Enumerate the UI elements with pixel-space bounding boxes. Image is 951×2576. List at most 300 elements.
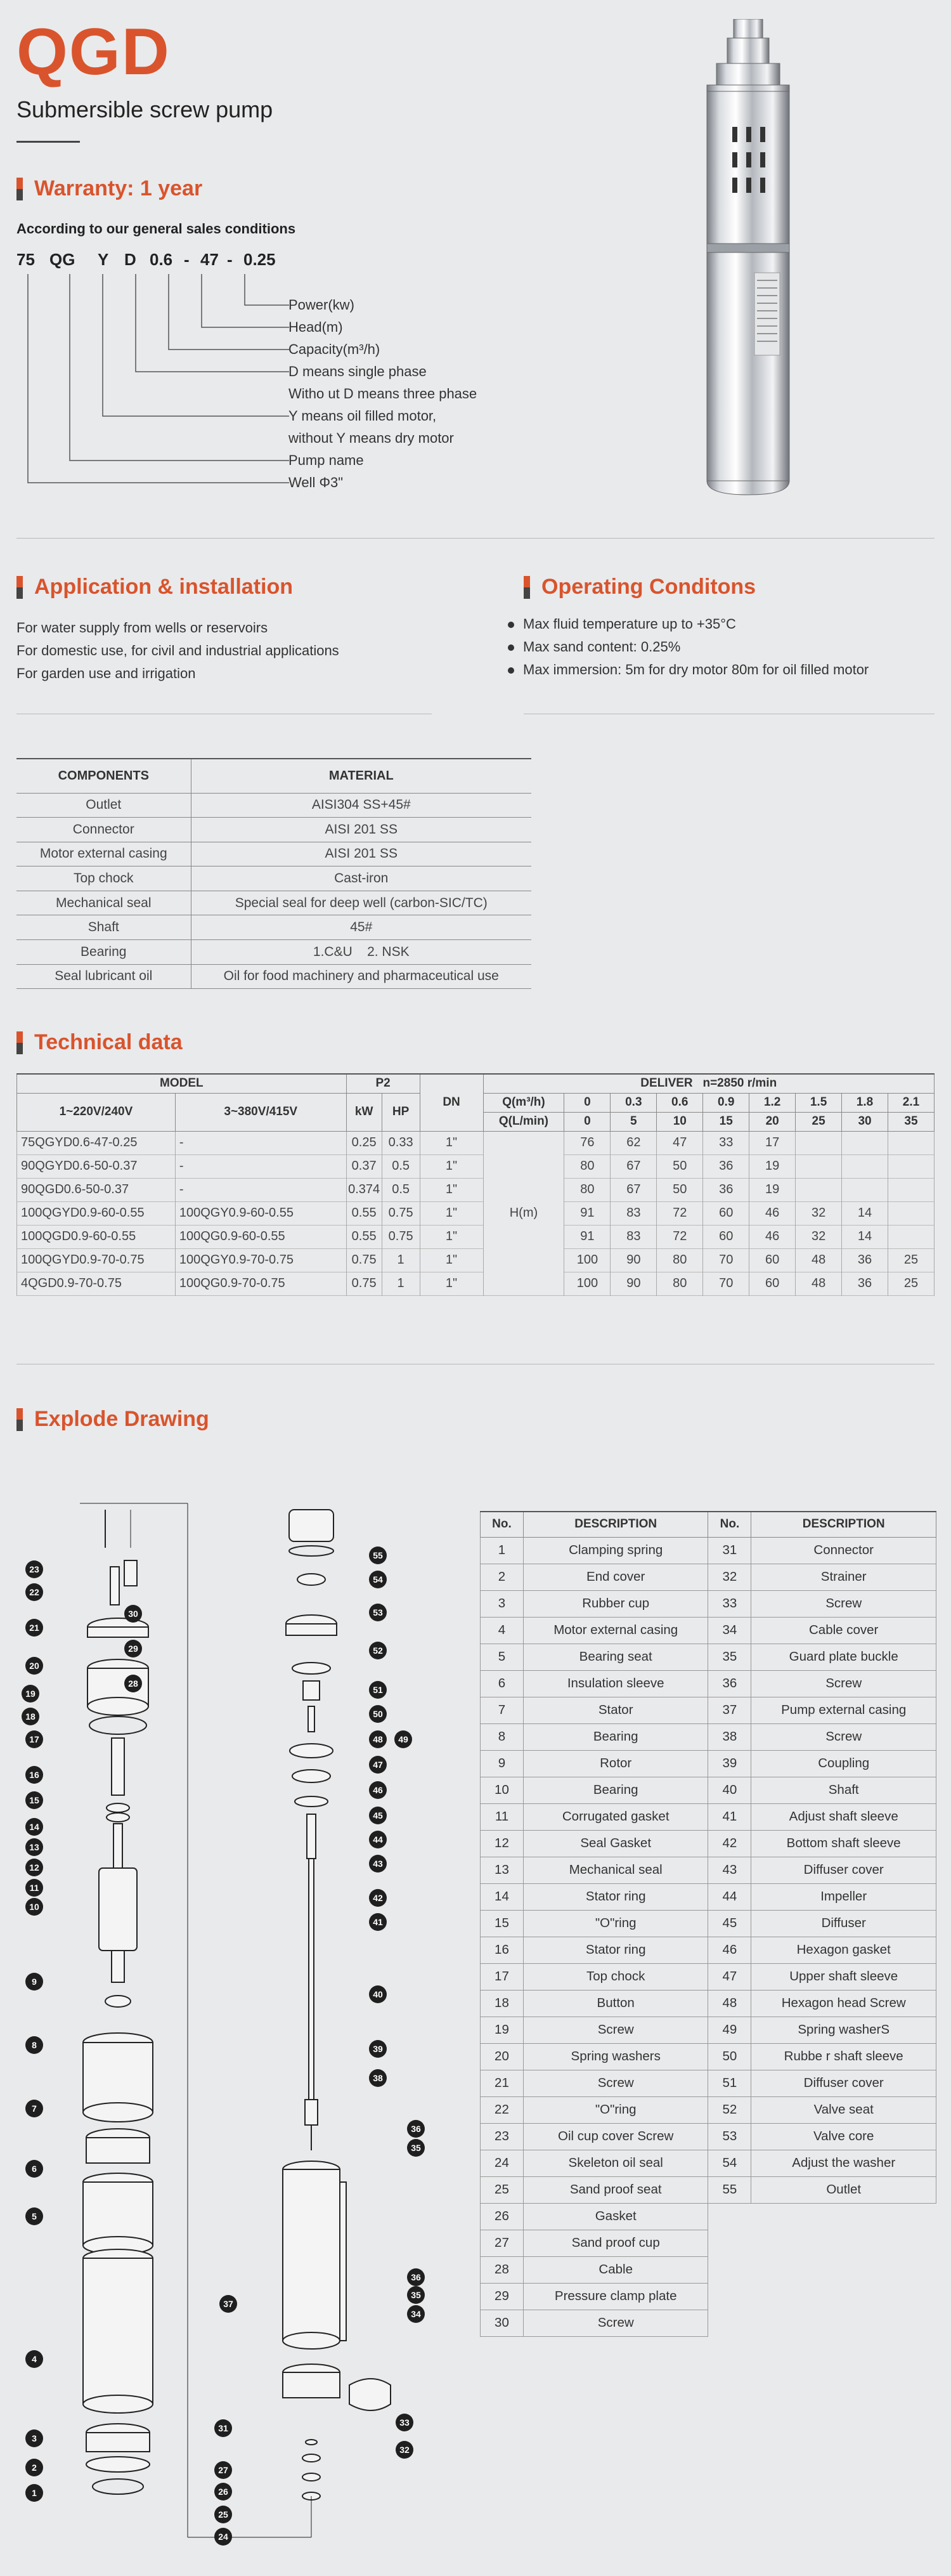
part-no-cell: [708, 2283, 751, 2310]
kw-cell: 0.374: [346, 1178, 382, 1201]
part-description-cell: Cable: [523, 2256, 708, 2283]
part-description-cell: Screw: [751, 1670, 936, 1697]
part-description-cell: Bottom shaft sleeve: [751, 1830, 936, 1857]
head-value-cell: 17: [749, 1131, 796, 1154]
component-cell: Bearing: [16, 940, 191, 965]
part-description-cell: Mechanical seal: [523, 1857, 708, 1883]
single-phase-header: 1~220V/240V: [17, 1093, 176, 1131]
components-header: COMPONENTS: [16, 759, 191, 793]
head-value-cell: 19: [749, 1178, 796, 1201]
part-no-cell: 50: [708, 2043, 751, 2070]
part-description-cell: [751, 2283, 936, 2310]
part-description-cell: Connector: [751, 1537, 936, 1564]
application-heading: [16, 575, 293, 599]
table-row: [481, 1910, 936, 1937]
table-row: [481, 2256, 936, 2283]
part-description-header: DESCRIPTION: [523, 1512, 708, 1537]
part-no-cell: 39: [708, 1750, 751, 1777]
part-no-cell: [708, 2310, 751, 2336]
flow-lmin-value: 0: [564, 1112, 611, 1131]
head-value-cell: 67: [611, 1178, 657, 1201]
part-no-cell: 16: [481, 1937, 524, 1963]
model-single-cell: 100QGYD0.9-70-0.75: [17, 1248, 176, 1272]
model-code-part: 0.6: [150, 250, 173, 269]
head-value-cell: [842, 1131, 888, 1154]
pump-product-image: [694, 19, 802, 501]
model-code-part: 75: [16, 250, 35, 269]
table-row: [481, 1990, 936, 2017]
head-label-cell: H(m): [483, 1131, 564, 1295]
head-value-cell: 60: [703, 1201, 749, 1225]
model-code-part: 47: [200, 250, 219, 269]
material-cell: 1.C&U 2. NSK: [191, 940, 531, 965]
dn-cell: 1": [420, 1178, 483, 1201]
part-no-cell: 34: [708, 1617, 751, 1644]
component-cell: Shaft: [16, 915, 191, 940]
legend-oil-filled: Y means oil filled motor,: [288, 408, 437, 424]
part-no-cell: 37: [708, 1697, 751, 1723]
table-row: [17, 1178, 935, 1201]
part-description-cell: [751, 2230, 936, 2256]
operating-condition-item: Max immersion: 5m for dry motor 80m for oil filled motor: [504, 658, 869, 681]
part-callout: 27: [214, 2461, 232, 2479]
head-value-cell: 46: [749, 1201, 796, 1225]
part-description-cell: Stator ring: [523, 1883, 708, 1910]
part-no-cell: 27: [481, 2230, 524, 2256]
table-row: [481, 2123, 936, 2150]
part-description-cell: Diffuser cover: [751, 2070, 936, 2096]
head-value-cell: [888, 1225, 934, 1248]
technical-heading-text: Technical data: [34, 1030, 183, 1054]
head-value-cell: 76: [564, 1131, 611, 1154]
model-code-part: -: [184, 250, 190, 269]
part-callout: 32: [396, 2441, 413, 2459]
part-no-cell: 24: [481, 2150, 524, 2176]
dn-cell: 1": [420, 1272, 483, 1295]
part-callout: 48: [369, 1730, 387, 1748]
part-description-cell: Bearing: [523, 1777, 708, 1803]
part-description-cell: Diffuser: [751, 1910, 936, 1937]
head-value-cell: 25: [888, 1272, 934, 1295]
head-value-cell: [888, 1154, 934, 1178]
material-cell: AISI304 SS+45#: [191, 793, 531, 818]
part-no-cell: 30: [481, 2310, 524, 2336]
model-three-cell: -: [175, 1178, 346, 1201]
part-description-cell: Pump external casing: [751, 1697, 936, 1723]
application-line: For garden use and irrigation: [16, 665, 196, 681]
hp-cell: 0.75: [382, 1225, 420, 1248]
part-description-cell: Screw: [751, 1723, 936, 1750]
material-cell: Special seal for deep well (carbon-SIC/TC): [191, 891, 531, 915]
part-callout: 37: [219, 2295, 237, 2313]
section-marker-icon: [16, 576, 23, 599]
head-value-cell: 80: [564, 1178, 611, 1201]
part-description-cell: Screw: [751, 1590, 936, 1617]
sales-conditions-note: According to our general sales conditions: [16, 221, 296, 237]
part-callout: 2: [25, 2459, 43, 2476]
component-cell: Outlet: [16, 793, 191, 818]
model-single-cell: 90QGYD0.6-50-0.37: [17, 1154, 176, 1178]
part-no-cell: 25: [481, 2176, 524, 2203]
part-description-cell: Shaft: [751, 1777, 936, 1803]
part-callout: 9: [25, 1973, 43, 1991]
part-no-cell: 51: [708, 2070, 751, 2096]
part-callout: 41: [369, 1913, 387, 1931]
part-no-cell: 4: [481, 1617, 524, 1644]
part-callout: 42: [369, 1889, 387, 1907]
flow-m3h-value: 0: [564, 1093, 611, 1112]
legend-well: Well Φ3": [288, 474, 344, 490]
technical-data-table: [16, 1073, 935, 1296]
part-callout: 36: [407, 2120, 425, 2138]
part-callout: 14: [25, 1818, 43, 1836]
warranty-heading: [16, 176, 202, 201]
part-no-cell: 8: [481, 1723, 524, 1750]
flow-lmin-value: 35: [888, 1112, 934, 1131]
head-value-cell: 91: [564, 1201, 611, 1225]
legend-pump-name: Pump name: [288, 452, 364, 468]
head-value-cell: 36: [842, 1272, 888, 1295]
head-value-cell: 32: [796, 1225, 842, 1248]
table-row: [481, 1750, 936, 1777]
part-callout: 52: [369, 1642, 387, 1659]
model-header: MODEL: [17, 1074, 347, 1093]
operating-heading: [524, 575, 756, 599]
head-value-cell: 36: [703, 1178, 749, 1201]
part-callout: 38: [369, 2069, 387, 2087]
part-callout: 54: [369, 1571, 387, 1588]
head-value-cell: 83: [611, 1225, 657, 1248]
part-no-cell: 11: [481, 1803, 524, 1830]
head-value-cell: 50: [657, 1178, 703, 1201]
part-no-cell: 14: [481, 1883, 524, 1910]
head-value-cell: [796, 1154, 842, 1178]
table-row: [481, 1963, 936, 1990]
head-value-cell: 90: [611, 1248, 657, 1272]
hp-cell: 0.5: [382, 1154, 420, 1178]
part-no-cell: 3: [481, 1590, 524, 1617]
legend-three-phase: Witho ut D means three phase: [288, 386, 477, 402]
part-description-cell: Spring washers: [523, 2043, 708, 2070]
head-value-cell: 46: [749, 1225, 796, 1248]
part-description-cell: Sand proof cup: [523, 2230, 708, 2256]
legend-dry-motor: without Y means dry motor: [288, 430, 454, 446]
table-row: [481, 1803, 936, 1830]
part-description-cell: Cable cover: [751, 1617, 936, 1644]
table-row: [16, 891, 531, 915]
table-row: [481, 2070, 936, 2096]
part-description-cell: Screw: [523, 2017, 708, 2043]
head-value-cell: 60: [749, 1248, 796, 1272]
head-value-cell: [888, 1201, 934, 1225]
part-description-cell: Seal Gasket: [523, 1830, 708, 1857]
part-callout: 47: [369, 1756, 387, 1774]
part-callout: 6: [25, 2160, 43, 2178]
part-no-cell: 52: [708, 2096, 751, 2123]
flow-m3h-value: 0.3: [611, 1093, 657, 1112]
model-three-cell: 100QGY0.9-70-0.75: [175, 1248, 346, 1272]
head-value-cell: 32: [796, 1201, 842, 1225]
operating-condition-item: Max sand content: 0.25%: [504, 636, 869, 658]
table-row: [481, 1644, 936, 1670]
part-no-cell: [708, 2256, 751, 2283]
part-no-cell: 43: [708, 1857, 751, 1883]
section-marker-icon: [16, 178, 23, 200]
part-no-cell: 32: [708, 1564, 751, 1590]
section-marker-icon: [16, 1408, 23, 1431]
material-header: MATERIAL: [191, 759, 531, 793]
part-description-cell: [751, 2256, 936, 2283]
section-marker-icon: [524, 576, 530, 599]
part-callout: 45: [369, 1807, 387, 1824]
part-callout: 23: [25, 1560, 43, 1578]
dn-cell: 1": [420, 1201, 483, 1225]
table-row: [481, 1670, 936, 1697]
model-single-cell: 100QGD0.9-60-0.55: [17, 1225, 176, 1248]
part-description-cell: Gasket: [523, 2203, 708, 2230]
head-value-cell: 60: [703, 1225, 749, 1248]
flow-lmin-value: 25: [796, 1112, 842, 1131]
part-no-cell: 38: [708, 1723, 751, 1750]
part-description-cell: Bearing seat: [523, 1644, 708, 1670]
part-no-cell: 31: [708, 1537, 751, 1564]
part-no-cell: 10: [481, 1777, 524, 1803]
part-description-cell: Screw: [523, 2070, 708, 2096]
model-single-cell: 75QGYD0.6-47-0.25: [17, 1131, 176, 1154]
hp-cell: 1: [382, 1272, 420, 1295]
components-material-table: [16, 758, 531, 989]
head-value-cell: [796, 1178, 842, 1201]
part-callout: 35: [407, 2286, 425, 2304]
table-row: [481, 1617, 936, 1644]
legend-head: Head(m): [288, 319, 343, 335]
part-no-cell: 17: [481, 1963, 524, 1990]
table-row: [481, 1590, 936, 1617]
table-row: [17, 1225, 935, 1248]
component-cell: Seal lubricant oil: [16, 964, 191, 989]
part-no-cell: [708, 2203, 751, 2230]
part-callout: 50: [369, 1705, 387, 1723]
part-no-cell: 5: [481, 1644, 524, 1670]
part-callout: 19: [22, 1685, 39, 1703]
table-row: [481, 2017, 936, 2043]
three-phase-header: 3~380V/415V: [175, 1093, 346, 1131]
table-row: [481, 1937, 936, 1963]
head-value-cell: 48: [796, 1248, 842, 1272]
operating-heading-text: Operating Conditons: [541, 575, 756, 599]
part-callout: 12: [25, 1859, 43, 1876]
head-value-cell: 60: [749, 1272, 796, 1295]
table-row: [17, 1201, 935, 1225]
table-row: [16, 842, 531, 866]
table-row: [481, 1564, 936, 1590]
part-description-cell: Guard plate buckle: [751, 1644, 936, 1670]
material-cell: 45#: [191, 915, 531, 940]
legend-power: Power(kw): [288, 297, 354, 313]
table-row: [481, 1883, 936, 1910]
head-value-cell: 80: [564, 1154, 611, 1178]
flow-m3h-value: 1.8: [842, 1093, 888, 1112]
component-cell: Motor external casing: [16, 842, 191, 866]
table-row: [16, 793, 531, 818]
head-value-cell: 72: [657, 1201, 703, 1225]
hp-header: HP: [382, 1093, 420, 1131]
part-callout: 13: [25, 1838, 43, 1856]
title-underline: [16, 141, 80, 143]
model-code: [16, 250, 285, 270]
head-value-cell: 36: [842, 1248, 888, 1272]
part-callout: 11: [25, 1879, 43, 1897]
product-subtitle: Submersible screw pump: [16, 96, 273, 122]
head-value-cell: [842, 1178, 888, 1201]
technical-heading: [16, 1030, 183, 1055]
head-value-cell: 25: [888, 1248, 934, 1272]
model-code-part: 0.25: [243, 250, 276, 269]
part-callout: 8: [25, 2036, 43, 2054]
part-no-header: No.: [481, 1512, 524, 1537]
material-cell: AISI 201 SS: [191, 842, 531, 866]
head-value-cell: 62: [611, 1131, 657, 1154]
part-no-cell: [708, 2230, 751, 2256]
part-description-header: DESCRIPTION: [751, 1512, 936, 1537]
part-description-cell: Valve seat: [751, 2096, 936, 2123]
head-value-cell: 70: [703, 1248, 749, 1272]
part-callout: 51: [369, 1681, 387, 1699]
part-no-cell: 44: [708, 1883, 751, 1910]
application-line: For domestic use, for civil and industrial applications: [16, 643, 339, 658]
part-no-cell: 23: [481, 2123, 524, 2150]
flow-m3h-header: Q(m³/h): [483, 1093, 564, 1112]
part-no-cell: 13: [481, 1857, 524, 1883]
dn-cell: 1": [420, 1131, 483, 1154]
model-single-cell: 4QGD0.9-70-0.75: [17, 1272, 176, 1295]
explode-heading-text: Explode Drawing: [34, 1407, 209, 1431]
table-row: [17, 1248, 935, 1272]
model-three-cell: 100QGY0.9-60-0.55: [175, 1201, 346, 1225]
part-callout: 53: [369, 1604, 387, 1621]
table-row: [481, 2043, 936, 2070]
part-callout: 3: [25, 2429, 43, 2447]
table-row: [16, 915, 531, 940]
hp-cell: 1: [382, 1248, 420, 1272]
part-callout: 22: [25, 1583, 43, 1601]
hp-cell: 0.75: [382, 1201, 420, 1225]
head-value-cell: 14: [842, 1201, 888, 1225]
part-no-cell: 40: [708, 1777, 751, 1803]
head-value-cell: [796, 1131, 842, 1154]
kw-cell: 0.25: [346, 1131, 382, 1154]
application-line: For water supply from wells or reservoirs: [16, 620, 268, 636]
part-callout: 34: [407, 2305, 425, 2323]
part-callout: 25: [214, 2506, 232, 2523]
part-callout: 43: [369, 1855, 387, 1873]
table-row: [16, 866, 531, 891]
table-row: [17, 1131, 935, 1154]
table-row: [481, 1723, 936, 1750]
part-callout: 24: [214, 2528, 232, 2546]
dn-header: DN: [420, 1074, 483, 1131]
part-description-cell: Impeller: [751, 1883, 936, 1910]
table-row: [16, 818, 531, 842]
hp-cell: 0.33: [382, 1131, 420, 1154]
part-callout: 28: [124, 1675, 142, 1692]
part-callout: 16: [25, 1766, 43, 1784]
table-row: [481, 1830, 936, 1857]
material-cell: Oil for food machinery and pharmaceutical use: [191, 964, 531, 989]
part-description-cell: Diffuser cover: [751, 1857, 936, 1883]
flow-m3h-value: 1.2: [749, 1093, 796, 1112]
section-divider: [16, 538, 935, 539]
head-value-cell: 33: [703, 1131, 749, 1154]
parts-description-table: [480, 1511, 936, 2337]
part-callout: 20: [25, 1657, 43, 1675]
kw-cell: 0.55: [346, 1201, 382, 1225]
part-callout: 35: [407, 2139, 425, 2157]
flow-lmin-value: 30: [842, 1112, 888, 1131]
part-description-cell: Bearing: [523, 1723, 708, 1750]
part-no-cell: 15: [481, 1910, 524, 1937]
dn-cell: 1": [420, 1225, 483, 1248]
head-value-cell: 48: [796, 1272, 842, 1295]
product-code-title: QGD: [16, 15, 171, 89]
part-callout: 15: [25, 1791, 43, 1809]
part-callout: 10: [25, 1898, 43, 1916]
head-value-cell: 80: [657, 1272, 703, 1295]
part-description-cell: Sand proof seat: [523, 2176, 708, 2203]
legend-capacity: Capacity(m³/h): [288, 341, 380, 357]
part-callout: 49: [394, 1730, 412, 1748]
part-no-cell: 2: [481, 1564, 524, 1590]
head-value-cell: 90: [611, 1272, 657, 1295]
operating-conditions-list: [504, 613, 869, 681]
model-code-part: QG: [49, 250, 75, 269]
component-cell: Mechanical seal: [16, 891, 191, 915]
table-row: [481, 2096, 936, 2123]
part-description-cell: "O"ring: [523, 1910, 708, 1937]
part-callout: 18: [22, 1708, 39, 1725]
part-description-cell: Rubber cup: [523, 1590, 708, 1617]
part-description-cell: Upper shaft sleeve: [751, 1963, 936, 1990]
flow-lmin-value: 10: [657, 1112, 703, 1131]
part-description-cell: Insulation sleeve: [523, 1670, 708, 1697]
part-no-cell: 1: [481, 1537, 524, 1564]
kw-cell: 0.37: [346, 1154, 382, 1178]
model-code-part: -: [227, 250, 233, 269]
table-row: [17, 1272, 935, 1295]
table-row: [481, 2283, 936, 2310]
application-heading-text: Application & installation: [34, 575, 294, 599]
part-description-cell: Stator: [523, 1697, 708, 1723]
flow-lmin-value: 15: [703, 1112, 749, 1131]
model-three-cell: 100QG0.9-60-0.55: [175, 1225, 346, 1248]
model-three-cell: -: [175, 1154, 346, 1178]
hp-cell: 0.5: [382, 1178, 420, 1201]
part-description-cell: Strainer: [751, 1564, 936, 1590]
flow-m3h-value: 1.5: [796, 1093, 842, 1112]
table-row: [481, 2150, 936, 2176]
part-description-cell: "O"ring: [523, 2096, 708, 2123]
material-cell: AISI 201 SS: [191, 818, 531, 842]
kw-header: kW: [346, 1093, 382, 1131]
model-code-legend: [288, 294, 477, 494]
part-description-cell: Screw: [523, 2310, 708, 2336]
part-description-cell: Valve core: [751, 2123, 936, 2150]
table-row: [481, 1777, 936, 1803]
part-description-cell: [751, 2203, 936, 2230]
part-description-cell: Rubbe r shaft sleeve: [751, 2043, 936, 2070]
flow-lmin-value: 20: [749, 1112, 796, 1131]
flow-lmin-value: 5: [611, 1112, 657, 1131]
